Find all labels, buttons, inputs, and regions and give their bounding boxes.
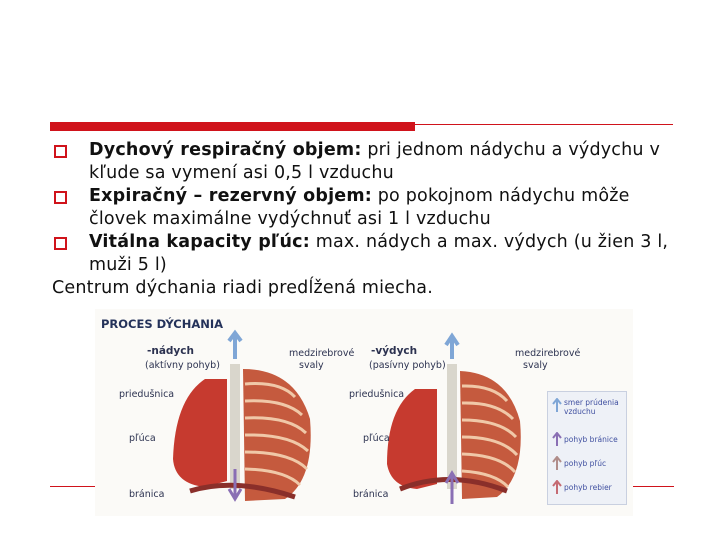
square-bullet-icon: [54, 237, 67, 250]
legend-air-flow: smer prúdenia vzduchu: [564, 398, 619, 416]
title-underline-thin: [415, 124, 673, 125]
bullet-text: po pokojnom nádychu môže človek maximálne vydýchnuť asi 1 l vzduchu: [89, 186, 630, 229]
exhale-heading: -výdych: [371, 345, 418, 357]
diaphragm-arrow-icon: [552, 432, 562, 446]
bullet-text: max. nádych a max. výdych (u žien 3 l, muži 5 l): [89, 232, 669, 275]
label-trachea: priedušnica: [349, 389, 405, 400]
square-bullet-icon: [54, 191, 67, 204]
closing-line: Centrum dýchania riadi predĺžená miecha.: [52, 278, 433, 298]
legend-lungs: pohyb pľúc: [564, 459, 607, 468]
label-intercostal: medzirebrové: [289, 348, 355, 359]
bullet-term: Vitálna kapacity pľúc:: [89, 232, 310, 252]
label-diaphragm: bránica: [129, 489, 165, 500]
label-trachea: priedušnica: [119, 389, 175, 400]
label-intercostal: medzirebrové: [515, 348, 581, 359]
title-underline-thick: [50, 122, 415, 131]
exhale-subtitle: (pasívny pohyb): [369, 360, 446, 371]
legend-ribs: pohyb rebier: [564, 483, 612, 492]
arrow-legend: [547, 391, 627, 505]
label-lungs: pľúca: [129, 433, 156, 444]
label-diaphragm: bránica: [353, 489, 389, 500]
bullet-term: Dychový respiračný objem:: [89, 140, 362, 160]
inhale-subtitle: (aktívny pohyb): [145, 360, 220, 371]
figure-title: PROCES DÝCHANIA: [101, 317, 224, 331]
bullet-item: [52, 139, 692, 185]
air-flow-arrow-icon: [552, 398, 562, 412]
air-out-arrow: [446, 336, 458, 359]
label-intercostal-2: svaly: [299, 360, 324, 371]
bullet-item: [52, 185, 692, 231]
square-bullet-icon: [54, 145, 67, 158]
rib-arrow-icon: [552, 480, 562, 494]
lung-arrow-icon: [552, 456, 562, 470]
label-intercostal-2: svaly: [523, 360, 548, 371]
left-lung-shape: [173, 379, 227, 487]
bullet-term: Expiračný – rezervný objem:: [89, 186, 372, 206]
legend-diaphragm: pohyb bránice: [564, 435, 618, 444]
air-in-arrow: [229, 333, 241, 359]
bullet-item: [52, 231, 692, 277]
label-lungs: pľúca: [363, 433, 390, 444]
inhale-heading: -nádych: [147, 345, 194, 357]
left-lung-shape: [387, 389, 437, 489]
breathing-process-figure: [95, 309, 633, 516]
bullet-text: pri jednom nádychu a výdychu v kľude sa vymení asi 0,5 l vzduchu: [89, 140, 661, 183]
bullet-list: [52, 139, 692, 300]
